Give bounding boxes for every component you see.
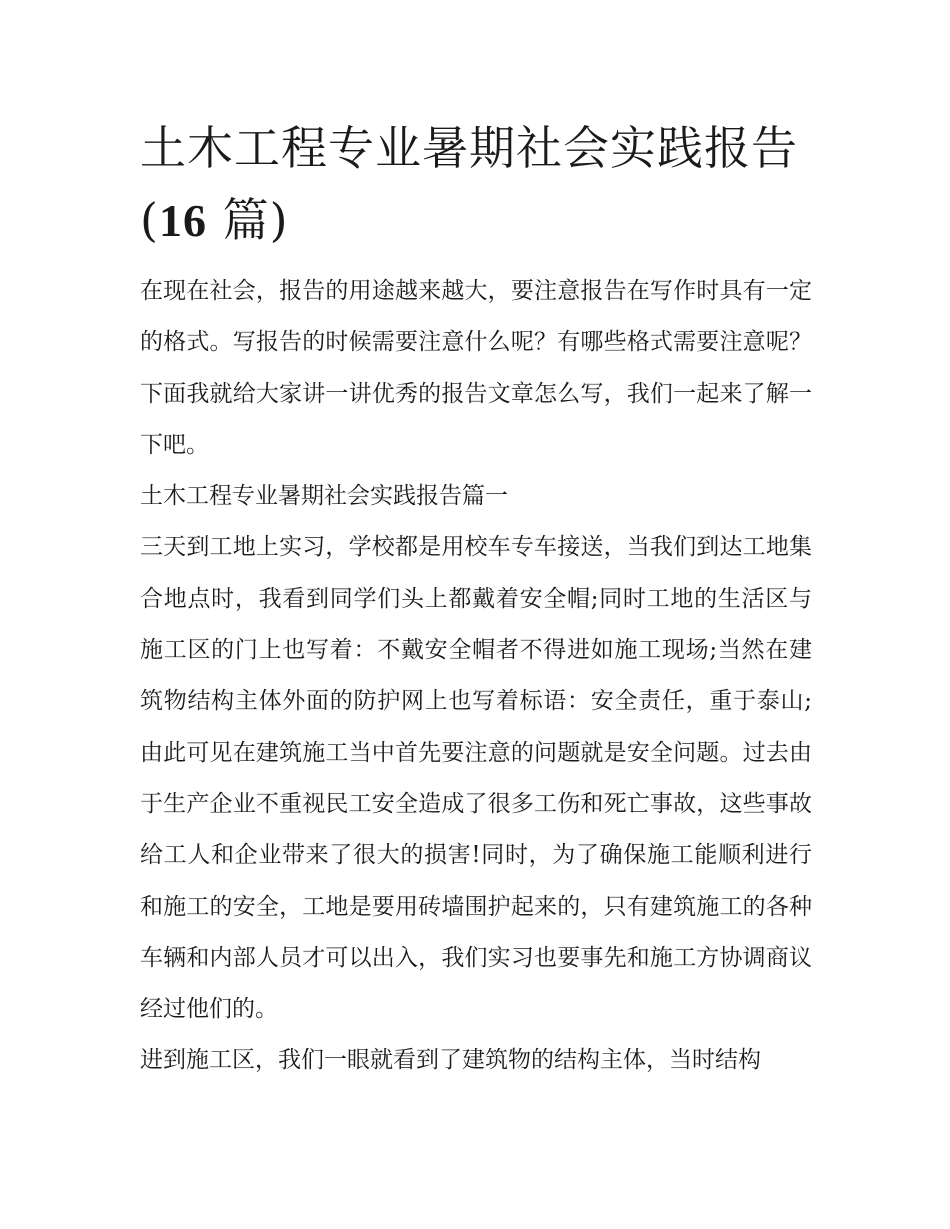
document-page xyxy=(140,112,812,1087)
title-main: 土木工程专业暑期社会实践报告( xyxy=(140,121,798,247)
document-title xyxy=(140,112,812,257)
section-heading: 土木工程专业暑期社会实践报告篇一 xyxy=(140,483,508,510)
body-paragraph-1: 三天到工地上实习，学校都是用校车专车接送，当我们到达工地集合地点时，我看到同学们头上都戴着安全帽;同时工地的生活区与施工区的门上也写着：不戴安全帽者不得进如施工现场;当然在建筑物结构主体外面的防护网上也写着标语：安全责任，重于泰山;由此可见在建筑施工当中首先要注意的问题就是安全问题。过去由于生产企业不重视民工安全造成了很多工伤和死亡事故，这些事故给工人和企业带来了很大的损害!同时，为了确保施工能顺利进行和施工的安全，工地是要用砖墙围护起来的，只有建筑施工的各种车辆和内部人员才可以出入，我们实习也要事先和施工方协调商议经过他们的。 xyxy=(140,534,812,1023)
body-paragraph-2: 进到施工区，我们一眼就看到了建筑物的结构主体，当时结构 xyxy=(140,1047,761,1074)
title-number: 16 xyxy=(158,195,207,246)
title-end: 篇) xyxy=(206,193,289,247)
intro-paragraph: 在现在社会，报告的用途越来越大，要注意报告在写作时具有一定的格式。写报告的时候需要注意什么呢？有哪些格式需要注意呢？下面我就给大家讲一讲优秀的报告文章怎么写，我们一起来了解一下吧。 xyxy=(140,278,812,458)
